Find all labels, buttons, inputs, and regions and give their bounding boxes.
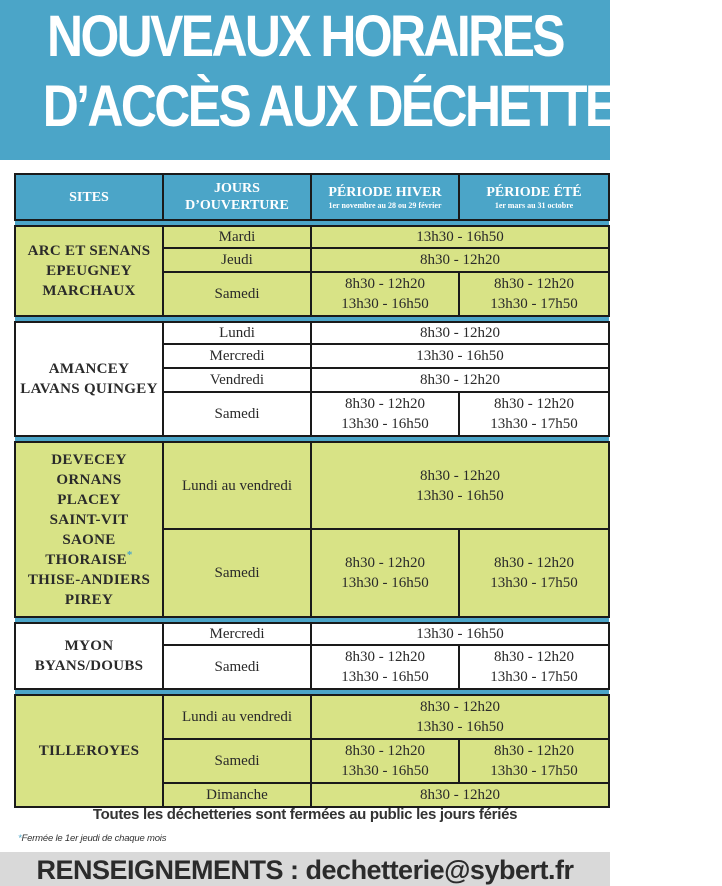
day-cell: Mardi xyxy=(163,226,311,248)
table-row xyxy=(15,226,609,248)
site-name: LAVANS QUINGEY xyxy=(20,381,158,397)
hours: 13h30 - 16h50 xyxy=(341,669,429,685)
site-name: ORNANS xyxy=(56,471,122,488)
day-cell: Samedi xyxy=(163,392,311,436)
header-sites: SITES xyxy=(15,174,163,220)
hours-hiver-cell xyxy=(311,529,459,617)
table-header-row xyxy=(15,174,609,220)
sites-cell xyxy=(15,226,163,316)
hours: 8h30 - 12h20 xyxy=(345,396,425,412)
day-cell: Mercredi xyxy=(163,623,311,645)
table-row xyxy=(15,442,609,529)
header-jours-line1: JOURS xyxy=(214,181,260,196)
sites-cell xyxy=(15,623,163,689)
site-name: PIREY xyxy=(64,591,114,608)
closure-notice: Toutes les déchetteries sont fermées au public les jours fériés xyxy=(92,806,518,823)
hours: 8h30 - 12h20 xyxy=(494,743,574,759)
hours: 13h30 - 16h50 xyxy=(341,296,429,312)
hours-cell: 8h30 - 12h20 xyxy=(311,322,609,344)
site-name: MYON xyxy=(64,638,114,654)
title-line-1: NOUVEAUX HORAIRES xyxy=(46,4,563,69)
header-ete xyxy=(459,174,609,220)
header-hiver xyxy=(311,174,459,220)
hours: 8h30 - 12h20 xyxy=(345,649,425,665)
day-cell: Samedi xyxy=(163,529,311,617)
site-name: SAINT-VIT xyxy=(49,511,129,528)
table-row xyxy=(15,322,609,344)
day-cell: Lundi au vendredi xyxy=(163,442,311,529)
schedule-table xyxy=(14,173,610,808)
hours-hiver-cell xyxy=(311,645,459,689)
hours: 13h30 - 17h50 xyxy=(490,416,578,432)
hours-ete-cell xyxy=(459,645,609,689)
day-cell: Samedi xyxy=(163,739,311,783)
hours-hiver-cell xyxy=(311,739,459,783)
day-cell: Lundi au vendredi xyxy=(163,695,311,739)
table-row xyxy=(15,695,609,739)
hours: 13h30 - 16h50 xyxy=(341,763,429,779)
hours-cell: 13h30 - 16h50 xyxy=(311,344,609,368)
hours-ete-cell xyxy=(459,392,609,436)
site-name: DEVECEY xyxy=(51,451,127,468)
site-name: SAONE xyxy=(62,531,116,548)
hours-ete-cell xyxy=(459,739,609,783)
header-ete-title: PÉRIODE ÉTÉ xyxy=(486,184,582,200)
hours-hiver-cell xyxy=(311,272,459,316)
day-cell: Samedi xyxy=(163,272,311,316)
hours-ete-cell xyxy=(459,529,609,617)
header-ete-sub: 1er mars au 31 octobre xyxy=(494,200,574,210)
site-name: TILLEROYES xyxy=(38,743,140,759)
hours-ete-cell xyxy=(459,272,609,316)
hours: 8h30 - 12h20 xyxy=(345,743,425,759)
site-name: THORAISE xyxy=(45,551,127,568)
sites-cell xyxy=(15,442,163,617)
footnote-asterisk: * xyxy=(18,833,22,844)
hours: 13h30 - 16h50 xyxy=(341,416,429,432)
hours-cell: 13h30 - 16h50 xyxy=(311,623,609,645)
hours-cell xyxy=(311,442,609,529)
footnote-text: Fermée le 1er jeudi de chaque mois xyxy=(21,833,167,844)
hours: 8h30 - 12h20 xyxy=(420,699,500,715)
hours: 8h30 - 12h20 xyxy=(420,467,500,484)
hours-cell: 8h30 - 12h20 xyxy=(311,783,609,807)
sites-cell xyxy=(15,695,163,807)
day-cell: Lundi xyxy=(163,322,311,344)
header-jours-line2: D’OUVERTURE xyxy=(185,198,289,213)
title-banner xyxy=(0,0,722,160)
hours: 8h30 - 12h20 xyxy=(494,276,574,292)
hours: 8h30 - 12h20 xyxy=(494,649,574,665)
hours: 13h30 - 16h50 xyxy=(416,719,504,735)
site-name: ARC ET SENANS xyxy=(27,243,151,259)
site-name: BYANS/DOUBS xyxy=(34,658,144,674)
site-name: EPEUGNEY xyxy=(46,263,132,279)
asterisk-mark: * xyxy=(126,548,133,561)
hours-cell: 8h30 - 12h20 xyxy=(311,368,609,392)
day-cell: Samedi xyxy=(163,645,311,689)
site-name: MARCHAUX xyxy=(42,283,136,299)
hours: 13h30 - 17h50 xyxy=(490,575,578,591)
contact-text: RENSEIGNEMENTS : dechetterie@sybert.fr xyxy=(36,855,574,885)
title-line-2: D’ACCÈS AUX DÉCHETTERIES xyxy=(42,74,722,139)
site-name: THISE-ANDIERS xyxy=(27,571,151,588)
hours: 8h30 - 12h20 xyxy=(345,555,425,571)
site-name: AMANCEY xyxy=(48,361,130,377)
hours-cell xyxy=(311,695,609,739)
sites-cell xyxy=(15,322,163,436)
day-cell: Vendredi xyxy=(163,368,311,392)
table-row xyxy=(15,623,609,645)
hours-cell: 8h30 - 12h20 xyxy=(311,248,609,272)
hours: 8h30 - 12h20 xyxy=(345,276,425,292)
header-hiver-title: PÉRIODE HIVER xyxy=(328,184,442,200)
hours: 13h30 - 16h50 xyxy=(416,487,504,504)
hours: 8h30 - 12h20 xyxy=(494,555,574,571)
site-name: PLACEY xyxy=(57,491,121,508)
header-jours xyxy=(163,174,311,220)
header-hiver-sub: 1er novembre au 28 ou 29 février xyxy=(328,200,442,210)
day-cell: Mercredi xyxy=(163,344,311,368)
day-cell: Jeudi xyxy=(163,248,311,272)
day-cell: Dimanche xyxy=(163,783,311,807)
hours: 13h30 - 17h50 xyxy=(490,763,578,779)
hours: 8h30 - 12h20 xyxy=(494,396,574,412)
hours: 13h30 - 16h50 xyxy=(341,575,429,591)
footnote xyxy=(18,833,166,844)
hours-hiver-cell xyxy=(311,392,459,436)
hours-cell: 13h30 - 16h50 xyxy=(311,226,609,248)
hours: 13h30 - 17h50 xyxy=(490,296,578,312)
hours: 13h30 - 17h50 xyxy=(490,669,578,685)
